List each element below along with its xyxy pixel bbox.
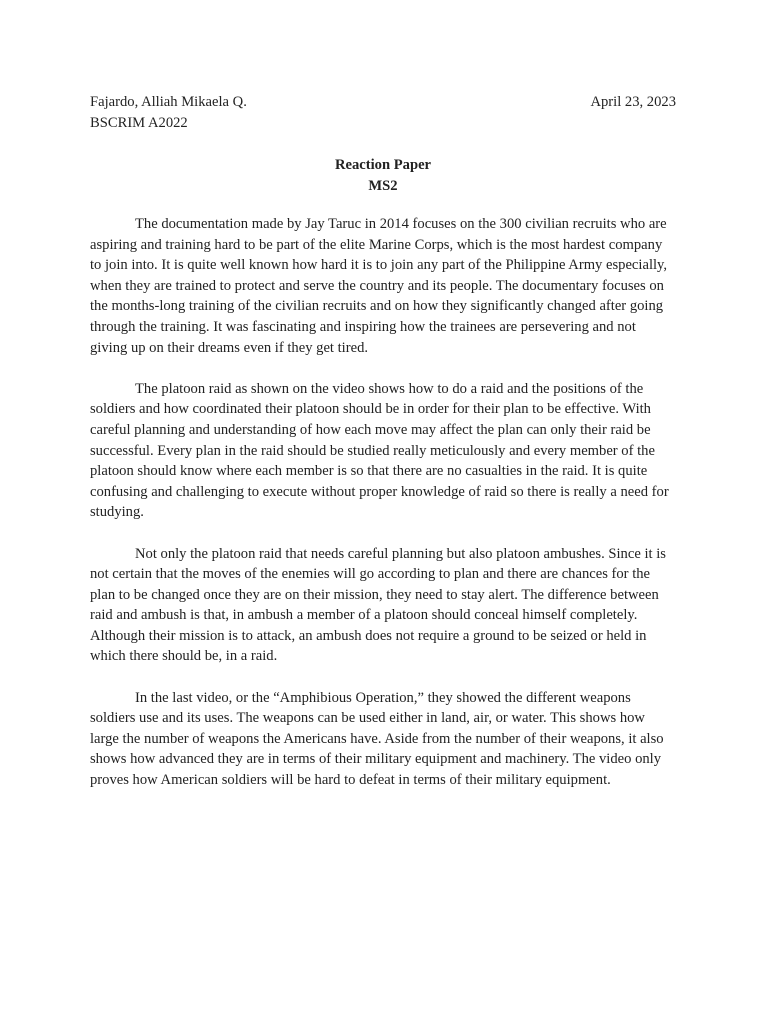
header-first-row bbox=[90, 92, 676, 113]
document-body bbox=[90, 214, 676, 811]
section-name: BSCRIM A2022 bbox=[90, 114, 188, 131]
document-subtitle: MS2 bbox=[368, 177, 398, 194]
document-header bbox=[90, 92, 676, 133]
author-name: Fajardo, Alliah Mikaela Q. bbox=[90, 94, 247, 110]
paragraph: The documentation made by Jay Taruc in 2014 focuses on the 300 civilian recruits who are aspiring and training hard to be part of the elite Marine Corps, which is the most hardest company to join into. It is quite well known how hard it is to join any part of the Philippine Army especially, when they are trained to protect and serve the country and its people. The documentary focuses on the months-long training of the civilian recruits and on how they significantly changed after going through the training. It was fascinating and inspiring how the trainees are persevering and not giving up on their dreams even if they get tired. bbox=[90, 216, 668, 356]
header-second-row bbox=[90, 113, 676, 134]
document-date: April 23, 2023 bbox=[590, 94, 676, 110]
paragraph: The platoon raid as shown on the video shows how to do a raid and the positions of the soldiers and how coordinated their platoon should be in order for their plan to be effective. With careful planning and understanding of how each move may affect the plan can only their raid be successful. Every plan in the raid should be studied really meticulously and every member of the platoon should know where each member is so that there are no casualties in the raid. It is quite confusing and challenging to execute without proper knowledge of raid so there is really a need for studying. bbox=[90, 380, 669, 521]
document-title: Reaction Paper bbox=[334, 157, 432, 173]
paragraph: In the last video, or the “Amphibious Operation,” they showed the different weapons soldiers use and its uses. The weapons can be used either in land, air, or water. This shows how large the number of weapons the Americans have. Aside from the number of their weapons, it also shows how advanced they are in terms of their military equipment and machinery. The video only proves how American soldiers will be hard to defeat in terms of their military equipment. bbox=[90, 689, 664, 789]
paragraph: Not only the platoon raid that needs careful planning but also platoon ambushes. Since it is not certain that the moves of the enemies will go according to plan and there are chances for the plan to be changed once they are on their mission, they need to stay alert. The difference between raid and ambush is that, in ambush a member of a platoon should conceal himself completely. Although their mission is to attack, an ambush does not require a ground to be seized or held in which there should be, in a raid. bbox=[90, 545, 666, 665]
title-block bbox=[90, 155, 676, 196]
